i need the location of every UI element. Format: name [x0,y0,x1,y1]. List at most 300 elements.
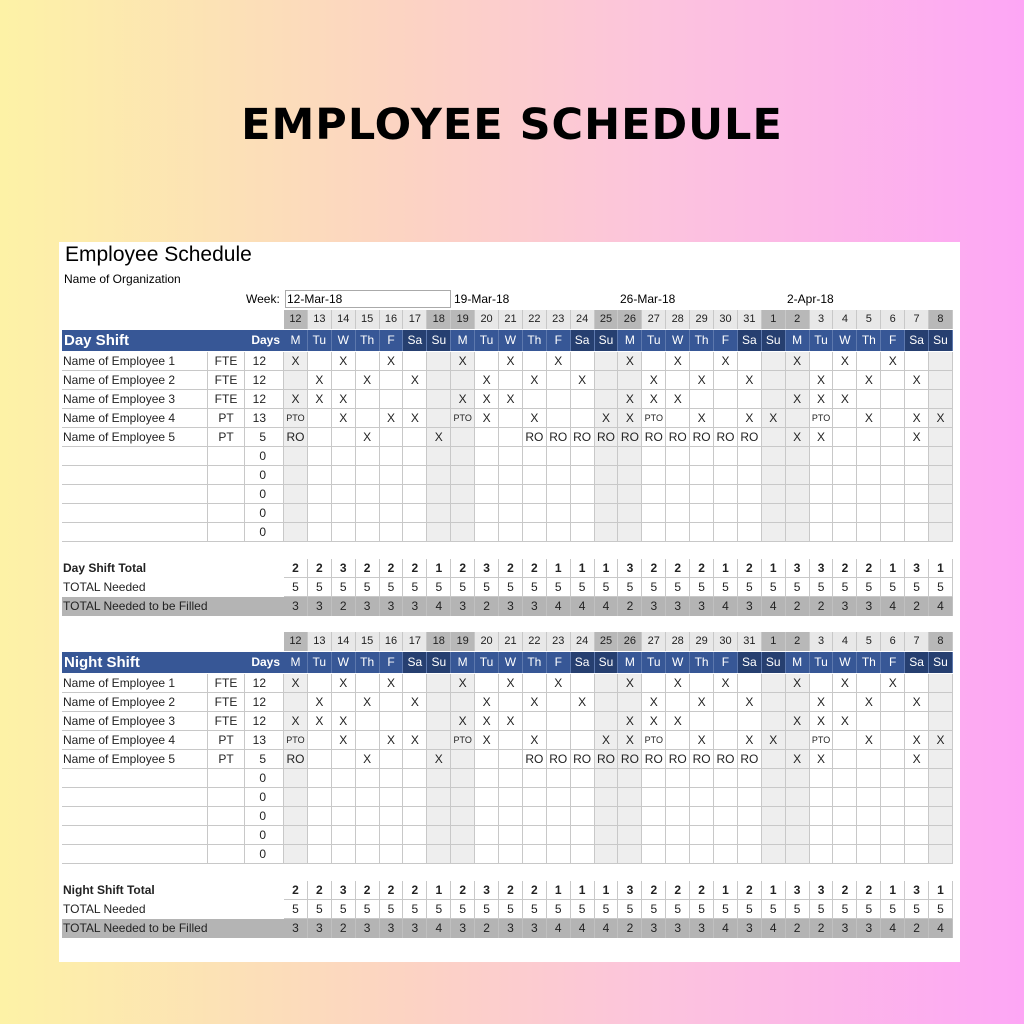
night-shift-schedule-cell[interactable] [523,826,547,845]
day-shift-schedule-cell[interactable] [642,485,666,504]
night-shift-employee-type[interactable]: FTE [208,674,245,693]
day-shift-schedule-cell[interactable] [427,409,451,428]
night-shift-schedule-cell[interactable] [881,807,905,826]
night-shift-schedule-cell[interactable] [427,788,451,807]
day-shift-schedule-cell[interactable]: X [666,390,690,409]
day-shift-schedule-cell[interactable] [308,485,332,504]
day-shift-schedule-cell[interactable] [403,390,427,409]
day-shift-schedule-cell[interactable] [427,466,451,485]
week-start-input[interactable]: 12-Mar-18 [285,290,451,308]
night-shift-schedule-cell[interactable]: PTO [451,731,475,750]
night-shift-schedule-cell[interactable] [332,807,356,826]
day-shift-schedule-cell[interactable] [666,466,690,485]
night-shift-schedule-cell[interactable] [857,845,881,864]
night-shift-schedule-cell[interactable] [571,731,595,750]
night-shift-schedule-cell[interactable]: RO [738,750,762,769]
night-shift-schedule-cell[interactable] [642,845,666,864]
day-shift-schedule-cell[interactable] [929,371,953,390]
day-shift-schedule-cell[interactable]: X [499,390,523,409]
night-shift-schedule-cell[interactable] [427,845,451,864]
night-shift-schedule-cell[interactable]: X [905,750,929,769]
night-shift-schedule-cell[interactable] [451,826,475,845]
day-shift-schedule-cell[interactable]: X [475,371,499,390]
day-shift-schedule-cell[interactable] [666,409,690,428]
night-shift-schedule-cell[interactable] [881,826,905,845]
day-shift-employee-name[interactable] [62,447,208,466]
night-shift-schedule-cell[interactable] [690,807,714,826]
day-shift-schedule-cell[interactable] [786,523,810,542]
night-shift-schedule-cell[interactable] [905,769,929,788]
day-shift-schedule-cell[interactable] [690,485,714,504]
night-shift-employee-type[interactable] [208,845,245,864]
night-shift-schedule-cell[interactable] [929,769,953,788]
night-shift-employee-name[interactable]: Name of Employee 4 [62,731,208,750]
day-shift-schedule-cell[interactable]: X [284,390,308,409]
night-shift-schedule-cell[interactable] [332,750,356,769]
night-shift-schedule-cell[interactable] [308,845,332,864]
night-shift-schedule-cell[interactable] [547,788,571,807]
day-shift-schedule-cell[interactable] [881,390,905,409]
night-shift-schedule-cell[interactable] [618,769,642,788]
day-shift-schedule-cell[interactable] [929,352,953,371]
night-shift-employee-name[interactable] [62,788,208,807]
night-shift-schedule-cell[interactable] [427,826,451,845]
night-shift-schedule-cell[interactable] [929,674,953,693]
day-shift-schedule-cell[interactable]: X [714,352,738,371]
day-shift-schedule-cell[interactable]: X [905,428,929,447]
night-shift-schedule-cell[interactable] [618,788,642,807]
night-shift-schedule-cell[interactable] [427,731,451,750]
day-shift-schedule-cell[interactable]: X [810,428,834,447]
night-shift-schedule-cell[interactable] [762,750,786,769]
night-shift-schedule-cell[interactable] [356,674,380,693]
night-shift-schedule-cell[interactable] [642,826,666,845]
night-shift-schedule-cell[interactable] [905,712,929,731]
day-shift-schedule-cell[interactable]: X [499,352,523,371]
night-shift-schedule-cell[interactable] [738,769,762,788]
day-shift-schedule-cell[interactable] [833,428,857,447]
night-shift-schedule-cell[interactable] [666,826,690,845]
night-shift-schedule-cell[interactable] [642,769,666,788]
day-shift-schedule-cell[interactable] [451,447,475,466]
night-shift-schedule-cell[interactable] [380,693,404,712]
day-shift-schedule-cell[interactable] [833,523,857,542]
night-shift-schedule-cell[interactable] [451,788,475,807]
day-shift-schedule-cell[interactable] [571,504,595,523]
day-shift-schedule-cell[interactable] [762,523,786,542]
day-shift-schedule-cell[interactable] [666,371,690,390]
night-shift-schedule-cell[interactable] [523,769,547,788]
night-shift-schedule-cell[interactable] [881,731,905,750]
night-shift-schedule-cell[interactable] [571,769,595,788]
night-shift-schedule-cell[interactable]: X [666,674,690,693]
day-shift-schedule-cell[interactable] [833,371,857,390]
night-shift-schedule-cell[interactable] [595,693,619,712]
night-shift-schedule-cell[interactable] [786,693,810,712]
night-shift-schedule-cell[interactable] [714,712,738,731]
night-shift-schedule-cell[interactable]: X [380,674,404,693]
day-shift-schedule-cell[interactable] [762,390,786,409]
night-shift-employee-name[interactable] [62,826,208,845]
night-shift-schedule-cell[interactable] [738,826,762,845]
night-shift-schedule-cell[interactable]: X [738,731,762,750]
night-shift-schedule-cell[interactable] [451,750,475,769]
day-shift-schedule-cell[interactable] [762,504,786,523]
day-shift-schedule-cell[interactable] [714,523,738,542]
night-shift-schedule-cell[interactable]: X [284,712,308,731]
night-shift-schedule-cell[interactable]: X [308,712,332,731]
night-shift-schedule-cell[interactable] [881,750,905,769]
night-shift-schedule-cell[interactable] [380,807,404,826]
day-shift-employee-name[interactable]: Name of Employee 2 [62,371,208,390]
night-shift-schedule-cell[interactable]: X [451,674,475,693]
day-shift-schedule-cell[interactable] [666,504,690,523]
day-shift-schedule-cell[interactable] [380,523,404,542]
day-shift-schedule-cell[interactable] [547,371,571,390]
night-shift-schedule-cell[interactable]: RO [571,750,595,769]
day-shift-schedule-cell[interactable] [523,390,547,409]
day-shift-schedule-cell[interactable] [881,466,905,485]
night-shift-schedule-cell[interactable]: RO [714,750,738,769]
night-shift-schedule-cell[interactable] [427,807,451,826]
day-shift-schedule-cell[interactable] [810,352,834,371]
night-shift-schedule-cell[interactable]: X [356,750,380,769]
day-shift-schedule-cell[interactable] [499,447,523,466]
night-shift-schedule-cell[interactable] [738,788,762,807]
night-shift-schedule-cell[interactable]: X [332,674,356,693]
day-shift-schedule-cell[interactable]: X [929,409,953,428]
night-shift-schedule-cell[interactable]: RO [690,750,714,769]
night-shift-schedule-cell[interactable] [547,845,571,864]
day-shift-schedule-cell[interactable] [475,504,499,523]
night-shift-schedule-cell[interactable] [475,788,499,807]
night-shift-schedule-cell[interactable] [833,693,857,712]
day-shift-schedule-cell[interactable] [475,447,499,466]
day-shift-schedule-cell[interactable] [595,466,619,485]
day-shift-schedule-cell[interactable] [499,504,523,523]
day-shift-schedule-cell[interactable]: RO [571,428,595,447]
day-shift-schedule-cell[interactable] [595,485,619,504]
night-shift-employee-name[interactable] [62,845,208,864]
night-shift-schedule-cell[interactable] [380,845,404,864]
night-shift-schedule-cell[interactable]: X [810,693,834,712]
night-shift-schedule-cell[interactable] [403,826,427,845]
night-shift-schedule-cell[interactable]: PTO [642,731,666,750]
night-shift-schedule-cell[interactable] [714,731,738,750]
day-shift-schedule-cell[interactable] [356,523,380,542]
night-shift-schedule-cell[interactable]: RO [666,750,690,769]
night-shift-schedule-cell[interactable]: X [475,731,499,750]
night-shift-schedule-cell[interactable] [403,807,427,826]
day-shift-schedule-cell[interactable] [714,371,738,390]
night-shift-schedule-cell[interactable] [380,788,404,807]
day-shift-schedule-cell[interactable] [356,504,380,523]
day-shift-schedule-cell[interactable]: X [451,352,475,371]
night-shift-schedule-cell[interactable] [523,712,547,731]
night-shift-schedule-cell[interactable] [881,712,905,731]
night-shift-schedule-cell[interactable]: X [284,674,308,693]
day-shift-schedule-cell[interactable] [905,447,929,466]
night-shift-schedule-cell[interactable]: RO [523,750,547,769]
night-shift-schedule-cell[interactable] [356,788,380,807]
day-shift-schedule-cell[interactable] [403,447,427,466]
day-shift-schedule-cell[interactable]: X [451,390,475,409]
day-shift-schedule-cell[interactable]: X [905,371,929,390]
night-shift-schedule-cell[interactable]: X [738,693,762,712]
day-shift-schedule-cell[interactable]: RO [547,428,571,447]
day-shift-schedule-cell[interactable] [499,428,523,447]
night-shift-schedule-cell[interactable] [499,788,523,807]
day-shift-schedule-cell[interactable] [881,409,905,428]
night-shift-schedule-cell[interactable]: X [905,731,929,750]
night-shift-schedule-cell[interactable] [833,788,857,807]
day-shift-employee-name[interactable]: Name of Employee 3 [62,390,208,409]
day-shift-schedule-cell[interactable] [499,523,523,542]
night-shift-schedule-cell[interactable]: X [857,693,881,712]
day-shift-schedule-cell[interactable] [356,390,380,409]
night-shift-schedule-cell[interactable] [642,674,666,693]
day-shift-schedule-cell[interactable] [857,390,881,409]
day-shift-schedule-cell[interactable] [857,428,881,447]
night-shift-schedule-cell[interactable] [857,750,881,769]
day-shift-schedule-cell[interactable] [523,447,547,466]
night-shift-schedule-cell[interactable] [786,845,810,864]
day-shift-schedule-cell[interactable] [427,371,451,390]
night-shift-schedule-cell[interactable] [332,769,356,788]
night-shift-schedule-cell[interactable] [929,750,953,769]
day-shift-schedule-cell[interactable] [380,485,404,504]
day-shift-schedule-cell[interactable] [762,371,786,390]
day-shift-schedule-cell[interactable]: X [857,409,881,428]
night-shift-schedule-cell[interactable]: X [666,712,690,731]
day-shift-schedule-cell[interactable]: X [618,390,642,409]
day-shift-schedule-cell[interactable] [308,504,332,523]
day-shift-schedule-cell[interactable] [308,523,332,542]
day-shift-schedule-cell[interactable] [738,504,762,523]
day-shift-schedule-cell[interactable] [523,466,547,485]
night-shift-schedule-cell[interactable] [284,788,308,807]
day-shift-schedule-cell[interactable] [857,352,881,371]
day-shift-schedule-cell[interactable] [284,466,308,485]
day-shift-schedule-cell[interactable] [332,447,356,466]
day-shift-schedule-cell[interactable]: PTO [451,409,475,428]
night-shift-schedule-cell[interactable] [499,845,523,864]
night-shift-schedule-cell[interactable] [738,807,762,826]
night-shift-schedule-cell[interactable] [738,845,762,864]
day-shift-schedule-cell[interactable] [762,466,786,485]
day-shift-schedule-cell[interactable] [427,523,451,542]
night-shift-schedule-cell[interactable]: RO [618,750,642,769]
day-shift-schedule-cell[interactable] [905,390,929,409]
night-shift-schedule-cell[interactable] [403,769,427,788]
night-shift-schedule-cell[interactable] [499,731,523,750]
day-shift-schedule-cell[interactable] [714,447,738,466]
night-shift-schedule-cell[interactable] [332,693,356,712]
day-shift-employee-type[interactable]: FTE [208,390,245,409]
night-shift-schedule-cell[interactable] [690,826,714,845]
day-shift-schedule-cell[interactable] [451,485,475,504]
night-shift-schedule-cell[interactable]: X [642,712,666,731]
day-shift-schedule-cell[interactable]: RO [690,428,714,447]
day-shift-schedule-cell[interactable] [475,352,499,371]
night-shift-schedule-cell[interactable] [427,693,451,712]
day-shift-schedule-cell[interactable] [881,504,905,523]
night-shift-schedule-cell[interactable] [308,769,332,788]
day-shift-schedule-cell[interactable] [666,523,690,542]
day-shift-schedule-cell[interactable] [595,352,619,371]
day-shift-schedule-cell[interactable]: X [571,371,595,390]
day-shift-schedule-cell[interactable] [380,371,404,390]
night-shift-schedule-cell[interactable] [547,769,571,788]
day-shift-employee-type[interactable] [208,523,245,542]
day-shift-employee-name[interactable] [62,485,208,504]
night-shift-schedule-cell[interactable] [666,693,690,712]
night-shift-schedule-cell[interactable] [786,807,810,826]
night-shift-schedule-cell[interactable]: X [427,750,451,769]
night-shift-schedule-cell[interactable] [308,826,332,845]
night-shift-schedule-cell[interactable] [642,788,666,807]
night-shift-schedule-cell[interactable]: X [523,731,547,750]
night-shift-schedule-cell[interactable] [499,750,523,769]
day-shift-schedule-cell[interactable]: X [475,390,499,409]
day-shift-schedule-cell[interactable] [690,447,714,466]
day-shift-schedule-cell[interactable] [403,352,427,371]
day-shift-schedule-cell[interactable]: X [403,371,427,390]
night-shift-schedule-cell[interactable] [571,807,595,826]
night-shift-schedule-cell[interactable]: RO [547,750,571,769]
night-shift-schedule-cell[interactable] [690,674,714,693]
day-shift-schedule-cell[interactable] [403,466,427,485]
night-shift-schedule-cell[interactable] [833,845,857,864]
night-shift-schedule-cell[interactable] [881,845,905,864]
night-shift-schedule-cell[interactable] [595,769,619,788]
night-shift-schedule-cell[interactable]: X [786,712,810,731]
night-shift-schedule-cell[interactable] [403,788,427,807]
day-shift-schedule-cell[interactable] [547,485,571,504]
day-shift-employee-name[interactable] [62,466,208,485]
day-shift-schedule-cell[interactable] [881,447,905,466]
night-shift-schedule-cell[interactable] [666,769,690,788]
day-shift-schedule-cell[interactable] [571,466,595,485]
day-shift-schedule-cell[interactable] [905,485,929,504]
night-shift-schedule-cell[interactable] [475,750,499,769]
day-shift-schedule-cell[interactable] [475,485,499,504]
night-shift-schedule-cell[interactable] [666,845,690,864]
night-shift-schedule-cell[interactable] [380,769,404,788]
day-shift-schedule-cell[interactable] [857,485,881,504]
day-shift-schedule-cell[interactable] [451,523,475,542]
day-shift-schedule-cell[interactable] [929,523,953,542]
day-shift-schedule-cell[interactable] [786,447,810,466]
day-shift-schedule-cell[interactable] [738,447,762,466]
night-shift-schedule-cell[interactable]: X [475,712,499,731]
day-shift-schedule-cell[interactable] [833,504,857,523]
day-shift-schedule-cell[interactable] [499,371,523,390]
night-shift-schedule-cell[interactable]: X [308,693,332,712]
day-shift-schedule-cell[interactable] [642,466,666,485]
night-shift-schedule-cell[interactable] [571,712,595,731]
night-shift-schedule-cell[interactable] [356,712,380,731]
day-shift-schedule-cell[interactable] [810,466,834,485]
day-shift-schedule-cell[interactable] [380,466,404,485]
day-shift-schedule-cell[interactable] [810,523,834,542]
day-shift-schedule-cell[interactable] [905,352,929,371]
night-shift-schedule-cell[interactable] [595,826,619,845]
night-shift-schedule-cell[interactable]: X [380,731,404,750]
night-shift-schedule-cell[interactable] [356,807,380,826]
night-shift-schedule-cell[interactable] [857,788,881,807]
night-shift-schedule-cell[interactable] [714,807,738,826]
day-shift-schedule-cell[interactable]: X [332,352,356,371]
day-shift-schedule-cell[interactable]: X [595,409,619,428]
night-shift-schedule-cell[interactable] [427,712,451,731]
day-shift-schedule-cell[interactable] [356,447,380,466]
night-shift-schedule-cell[interactable] [595,807,619,826]
day-shift-schedule-cell[interactable] [284,504,308,523]
day-shift-schedule-cell[interactable] [427,390,451,409]
day-shift-schedule-cell[interactable] [786,371,810,390]
day-shift-schedule-cell[interactable] [618,523,642,542]
day-shift-schedule-cell[interactable] [833,409,857,428]
night-shift-schedule-cell[interactable] [810,769,834,788]
night-shift-schedule-cell[interactable]: X [618,731,642,750]
day-shift-schedule-cell[interactable] [499,485,523,504]
day-shift-schedule-cell[interactable] [738,466,762,485]
night-shift-schedule-cell[interactable] [810,826,834,845]
day-shift-schedule-cell[interactable] [451,428,475,447]
day-shift-schedule-cell[interactable] [356,409,380,428]
night-shift-schedule-cell[interactable]: RO [284,750,308,769]
night-shift-schedule-cell[interactable]: X [929,731,953,750]
day-shift-schedule-cell[interactable]: X [666,352,690,371]
night-shift-schedule-cell[interactable] [857,674,881,693]
day-shift-schedule-cell[interactable] [427,447,451,466]
night-shift-schedule-cell[interactable]: PTO [284,731,308,750]
night-shift-employee-type[interactable]: PT [208,750,245,769]
day-shift-schedule-cell[interactable] [356,352,380,371]
night-shift-schedule-cell[interactable]: RO [642,750,666,769]
night-shift-schedule-cell[interactable] [427,674,451,693]
day-shift-schedule-cell[interactable] [690,390,714,409]
night-shift-schedule-cell[interactable] [356,845,380,864]
night-shift-schedule-cell[interactable] [571,788,595,807]
night-shift-employee-name[interactable] [62,807,208,826]
night-shift-schedule-cell[interactable] [284,693,308,712]
day-shift-schedule-cell[interactable] [833,485,857,504]
day-shift-schedule-cell[interactable]: X [618,409,642,428]
day-shift-schedule-cell[interactable] [929,428,953,447]
night-shift-schedule-cell[interactable] [284,769,308,788]
night-shift-schedule-cell[interactable] [595,845,619,864]
night-shift-schedule-cell[interactable]: X [810,750,834,769]
day-shift-employee-type[interactable] [208,485,245,504]
day-shift-schedule-cell[interactable] [738,352,762,371]
day-shift-schedule-cell[interactable]: X [332,390,356,409]
night-shift-schedule-cell[interactable] [427,769,451,788]
day-shift-schedule-cell[interactable] [618,504,642,523]
day-shift-schedule-cell[interactable] [833,447,857,466]
night-shift-schedule-cell[interactable]: X [523,693,547,712]
night-shift-schedule-cell[interactable]: X [475,693,499,712]
night-shift-schedule-cell[interactable]: X [833,674,857,693]
night-shift-schedule-cell[interactable] [547,807,571,826]
day-shift-schedule-cell[interactable]: RO [738,428,762,447]
day-shift-schedule-cell[interactable]: RO [642,428,666,447]
night-shift-schedule-cell[interactable] [666,788,690,807]
day-shift-schedule-cell[interactable] [929,485,953,504]
night-shift-schedule-cell[interactable] [786,731,810,750]
day-shift-schedule-cell[interactable] [666,485,690,504]
